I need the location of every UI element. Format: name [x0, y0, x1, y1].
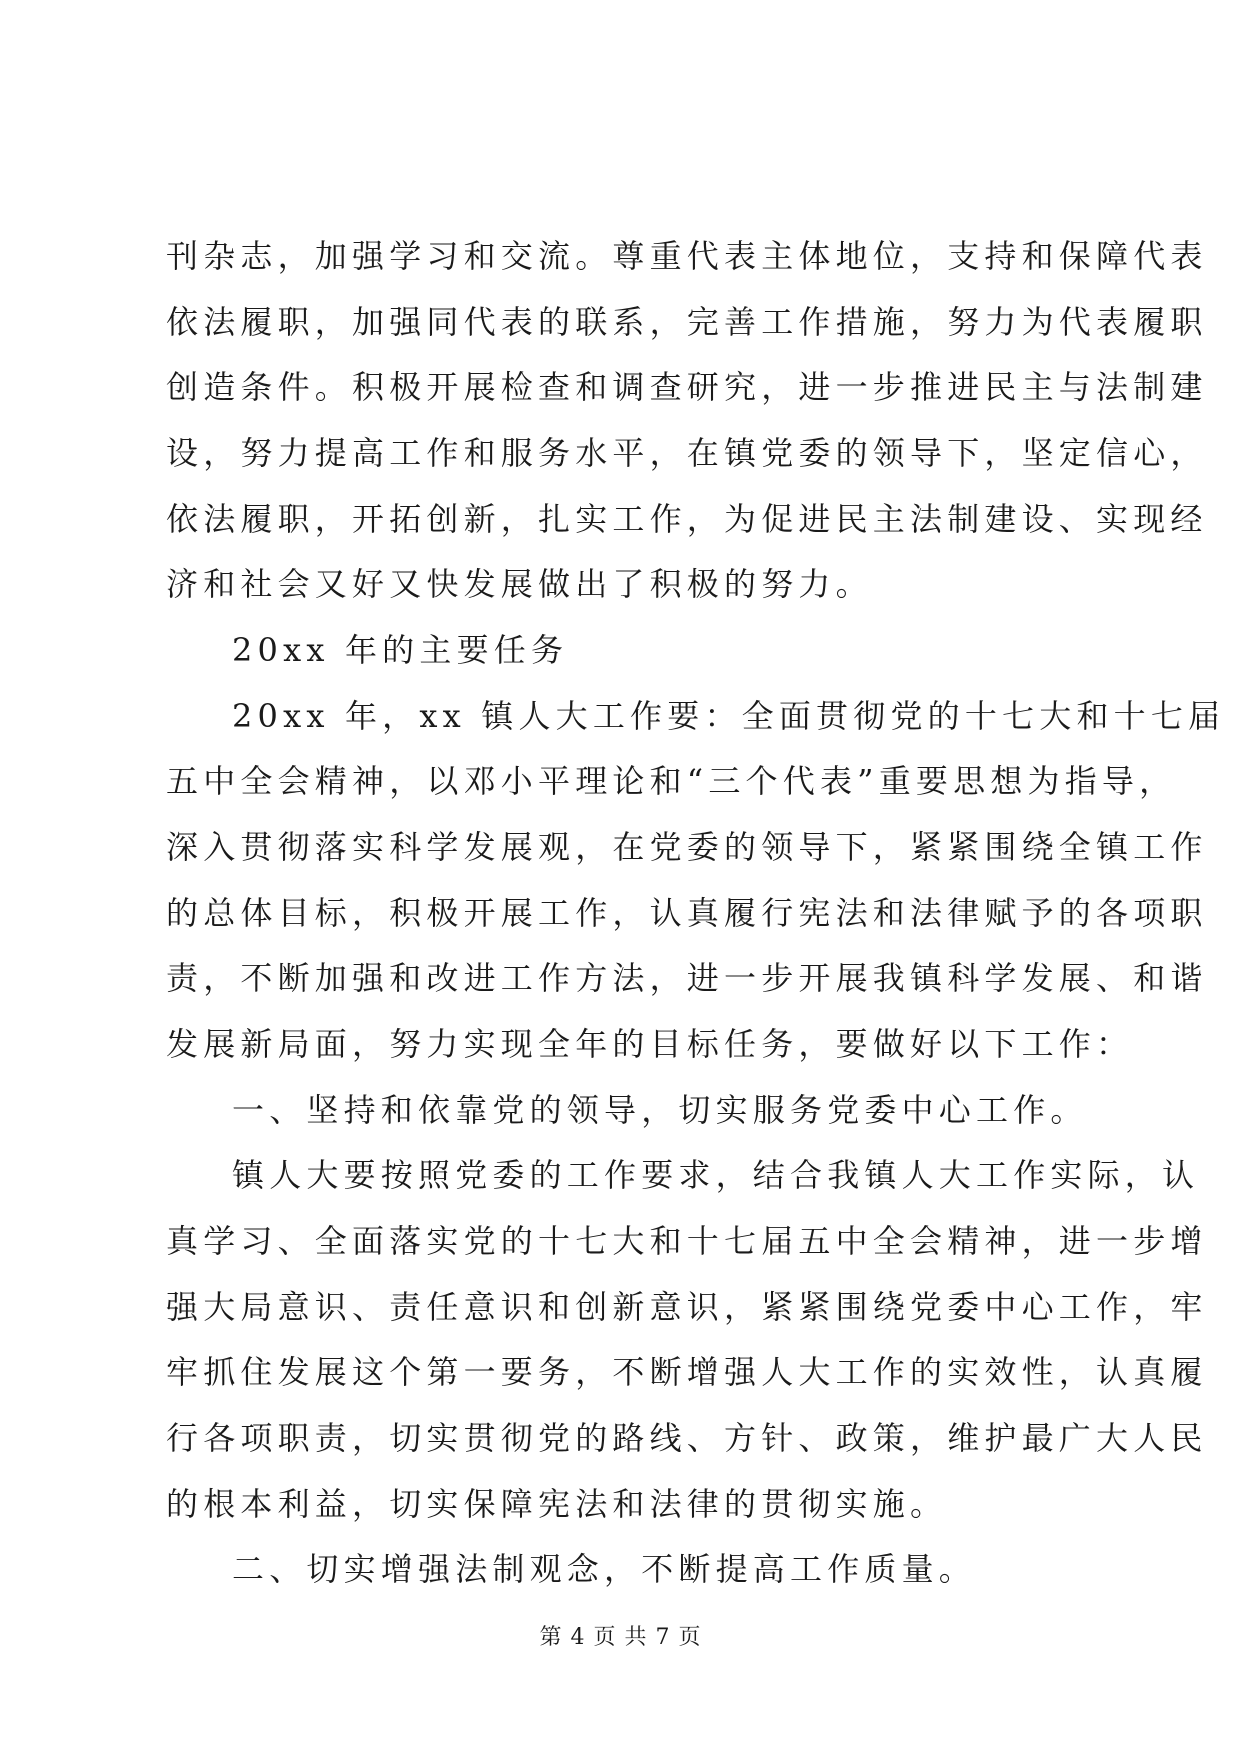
body-line: 深入贯彻落实科学发展观，在党委的领导下，紧紧围绕全镇工作 [166, 828, 1208, 866]
section-heading: 二、切实增强法制观念，不断提高工作质量。 [232, 1550, 977, 1588]
body-line: 创造条件。积极开展检查和调查研究，进一步推进民主与法制建 [166, 368, 1208, 406]
body-line: 责，不断加强和改进工作方法，进一步开展我镇科学发展、和谐 [166, 959, 1208, 997]
body-line: 牢抓住发展这个第一要务，不断增强人大工作的实效性，认真履 [166, 1353, 1208, 1391]
section-heading: 一、坚持和依靠党的领导，切实服务党委中心工作。 [232, 1091, 1088, 1129]
body-line: 济和社会又好又快发展做出了积极的努力。 [166, 565, 873, 603]
body-line: 依法履职，加强同代表的联系，完善工作措施，努力为代表履职 [166, 303, 1208, 341]
body-line: 设，努力提高工作和服务水平，在镇党委的领导下，坚定信心， [166, 434, 1208, 472]
page-number-footer: 第 4 页 共 7 页 [539, 1625, 702, 1650]
body-line: 真学习、全面落实党的十七大和十七届五中全会精神，进一步增 [166, 1222, 1208, 1260]
body-line: 依法履职，开拓创新，扎实工作，为促进民主法制建设、实现经 [166, 500, 1208, 538]
body-line: 五中全会精神，以邓小平理论和“三个代表”重要思想为指导， [166, 762, 1177, 800]
body-line: 刊杂志，加强学习和交流。尊重代表主体地位，支持和保障代表 [166, 237, 1208, 275]
section-heading: 20xx 年的主要任务 [232, 631, 569, 669]
body-line: 的总体目标，积极开展工作，认真履行宪法和法律赋予的各项职 [166, 894, 1208, 932]
body-line: 镇人大要按照党委的工作要求，结合我镇人大工作实际，认 [232, 1156, 1200, 1194]
body-line: 的根本利益，切实保障宪法和法律的贯彻实施。 [166, 1485, 948, 1523]
body-line: 20xx 年，xx 镇人大工作要：全面贯彻党的十七大和十七届 [232, 697, 1226, 735]
body-line: 行各项职责，切实贯彻党的路线、方针、政策，维护最广大人民 [166, 1419, 1208, 1457]
body-line: 发展新局面，努力实现全年的目标任务，要做好以下工作： [166, 1025, 1134, 1063]
body-line: 强大局意识、责任意识和创新意识，紧紧围绕党委中心工作，牢 [166, 1288, 1208, 1326]
